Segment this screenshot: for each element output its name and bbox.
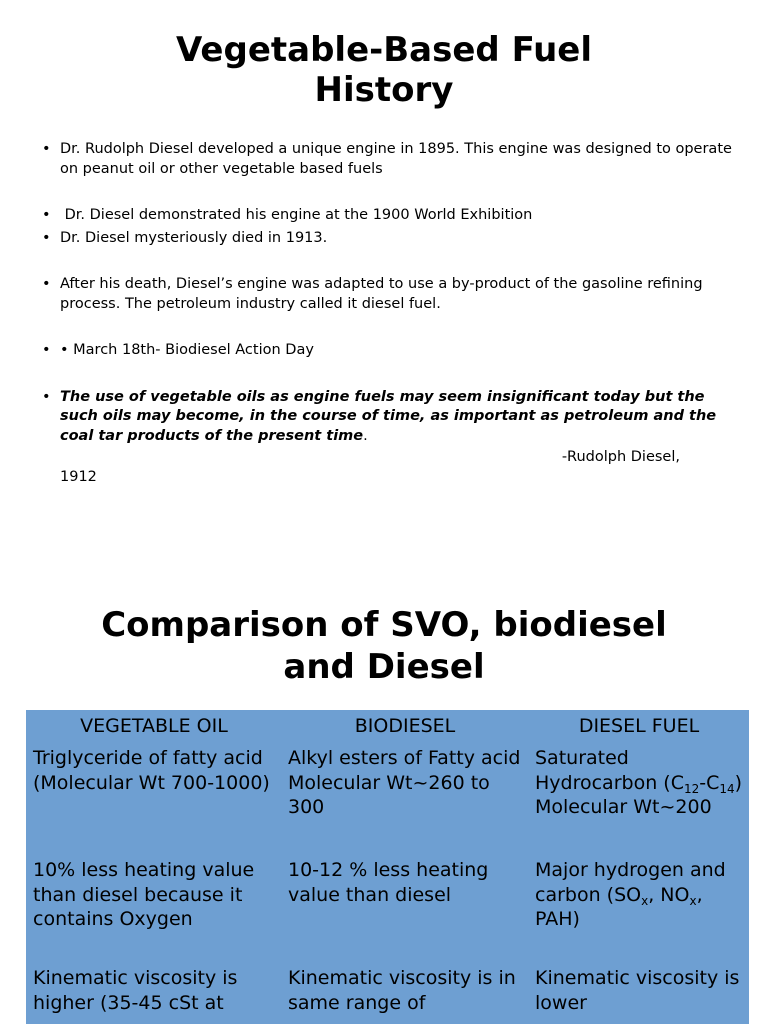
bullet-text: Dr. Diesel mysteriously died in 1913. [60,229,328,246]
quote-bullet [42,388,732,447]
bullet-item [42,206,732,226]
table-cell: 10% less heating value than diesel because it contains Oxygen [33,859,255,930]
table-cell [528,858,749,966]
bullet-item [42,229,732,249]
table-header-row [26,710,749,741]
table-cell: Kinematic viscosity is lower [535,967,740,1014]
table-row [26,858,749,966]
table-cell [281,746,528,858]
title-line-1: Vegetable-Based Fuel [175,30,593,70]
cell-text: ) Molecular Wt~200 [535,771,743,818]
subscript: x [689,893,697,908]
cell-text: Saturated Hydrocarbon (C [535,747,684,794]
subscript: 12 [683,781,700,796]
bullet-item [42,275,732,314]
title-line-2: History [314,70,454,110]
table-cell: Kinematic viscosity is higher (35-45 cSt at [33,967,238,1014]
cell-text: Major hydrogen and carbon (SO [535,859,726,906]
subscript: x [641,893,649,908]
bullet-text: Dr. Rudolph Diesel developed a unique engine in 1895. This engine was designed to operate on peanut oil or other vegetable based fuels [60,141,732,177]
cell-text: -C [699,771,720,794]
table-row [26,741,749,858]
bullet-text: Dr. Diesel demonstrated his engine at the 1900 World Exhibition [60,207,533,223]
cell-line: Alkyl esters of Fatty acid [288,747,521,769]
bullet-dot: • [42,207,51,223]
title-line-1: Comparison of SVO, biodiesel [101,605,667,645]
cell-line: Molecular Wt~260 to 300 [288,771,490,818]
header-diesel-fuel: DIESEL FUEL [578,715,700,737]
quote-period: . [363,427,368,444]
bullet-dot: • [42,388,51,405]
header-vegetable-oil: VEGETABLE OIL [80,715,228,737]
bullet-text: • March 18th- Biodiesel Action Day [60,342,314,358]
cell-text: , PAH) [535,883,703,930]
quote-year: 1912 [60,468,97,485]
bullet-item [42,341,732,361]
table-cell [528,746,749,858]
table-cell: Triglyceride of fatty acid (Molecular Wt 700-1000) [33,747,270,794]
table-cell: Kinematic viscosity is in same range of [288,967,516,1014]
quote-attribution [42,448,732,487]
bullet-item [42,140,732,179]
bullet-dot: • [42,276,51,292]
bullet-list [42,140,732,487]
slide-fuel-comparison [0,560,768,1024]
subscript: 14 [719,781,735,796]
table-row [26,966,749,1015]
title-line-2: and Diesel [283,647,485,687]
diesel-quote: The use of vegetable oils as engine fuels may seem insignificant today but the such oils may become, in the course of time, as important as petroleum and the coal tar products of the present time [60,388,717,444]
table-cell: 10-12 % less heating value than diesel [288,859,489,906]
quote-author: -Rudolph Diesel, [561,449,680,465]
bullet-dot: • [42,342,51,358]
slide-title [0,604,768,688]
header-biodiesel: BIODIESEL [354,715,456,737]
slide-title [0,30,768,110]
bullet-dot: • [42,141,51,157]
bullet-text: After his death, Diesel’s engine was adapted to use a by-product of the gasoline refining process. The petroleum industry called it diesel fuel. [60,276,703,312]
comparison-table [26,710,749,1024]
bullet-dot: • [42,229,51,246]
cell-text: , NO [648,883,690,906]
